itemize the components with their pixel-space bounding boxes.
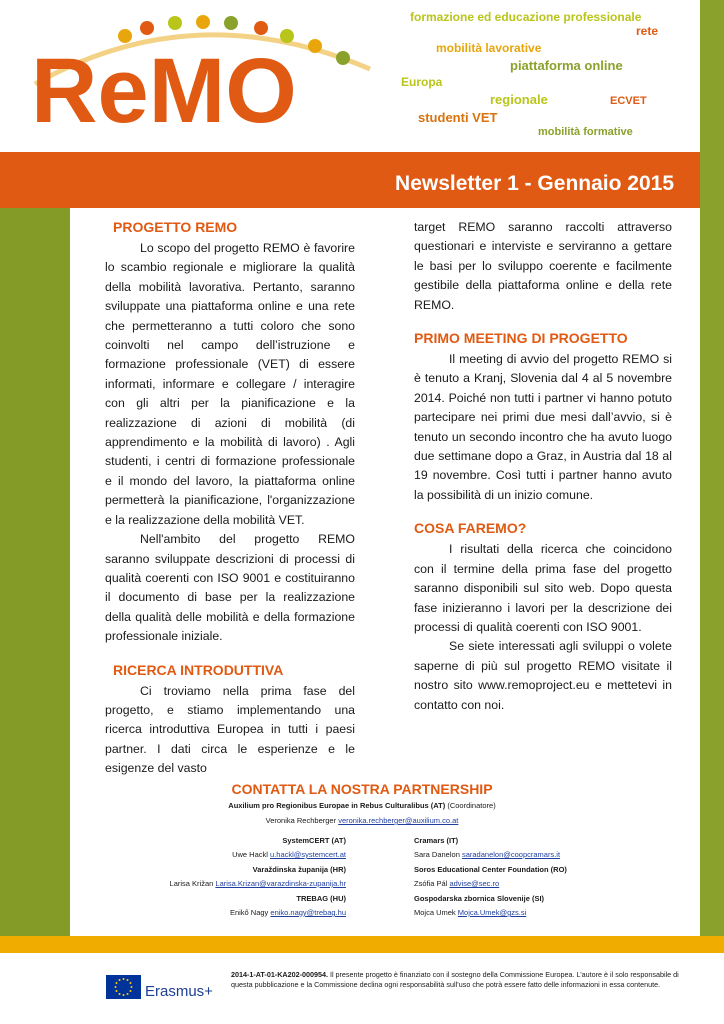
logo-wordmark: ReMO [31, 40, 297, 132]
project-code: 2014-1-AT-01-KA202-000954. [231, 970, 328, 979]
right-column [414, 218, 672, 715]
partner-org: SystemCERT (AT) [282, 836, 346, 845]
partner-contact [230, 908, 346, 917]
email-link[interactable]: Larisa.Krizan@varazdinska-zupanija.hr [215, 879, 346, 888]
remo-logo [25, 14, 375, 132]
keyword: piattaforma online [510, 58, 623, 73]
paragraph: Nell'ambito del progetto REMO saranno sviluppate descrizioni di processi di qualità coerenti con ISO 9001 e costituiranno il documento di base per la realizzazione della qualità delle mobilità e della formazione professionale iniziale. [105, 532, 355, 644]
email-link[interactable]: advise@sec.ro [449, 879, 500, 888]
keyword: formazione ed educazione professionale [410, 10, 642, 24]
partnership-title: CONTATTA LA NOSTRA PARTNERSHIP [231, 781, 493, 797]
paragraph: Lo scopo del progetto REMO è favorire lo scambio regionale e migliorare la qualità della mobilità lavorativa. Pertanto, saranno sviluppate una piattaforma online e una rete che permetteranno a tutti coloro che sono coinvolti nel campo dell’istruzione e formazione professionale (VET) di essere informati, informare e collegare / interagire con gli altri per la pianificazione e la realizzazione di azioni di mobilità (di apprendimento e la mobilità di lavoro) . Agli studenti, i centri di formazione professionale e il mondo del lavoro, la piattaforma online permetterà la pianificazione, l'organizzazione e la realizzazione della mobilità VET. [105, 241, 355, 527]
newsletter-title: Newsletter 1 - Gennaio 2015 [395, 172, 674, 195]
disclaimer [231, 970, 691, 990]
keyword: regionale [490, 92, 548, 107]
title-banner [0, 152, 724, 208]
email-link[interactable]: veronika.rechberger@auxilium.co.at [338, 816, 459, 825]
paragraph: I risultati della ricerca che coincidono con il termine della prima fase del progetto saranno disponibili sul sito web. Dopo questa fase inizieranno i lavori per la descrizione dei processi di qualità coerenti con ISO 9001. [414, 542, 672, 634]
partner-org: TREBAG (HU) [296, 894, 346, 903]
contact-name: Mojca Umek [414, 908, 456, 917]
section-heading-cosa-faremo: COSA FAREMO? [414, 520, 527, 537]
section-heading-progetto: PROGETTO REMO [113, 219, 238, 235]
partner-contact [170, 879, 346, 888]
footer-accent-bar [0, 936, 724, 953]
email-link[interactable]: u.hackl@systemcert.at [270, 850, 346, 859]
partner-contact [414, 879, 499, 888]
paragraph: Il meeting di avvio del progetto REMO si è tenuto a Kranj, Slovenia dal 4 al 5 novembre 2014. Poiché non tutti i partner vi hanno potuto partecipare nei primi due mesi dall’avvio, si è tenuto un secondo incontro che ha avuto luogo due settimane dopo a Graz, in Austria dal 18 al 19 novembre. Così tutti i partner hanno avuto la possibilità di un inizio comune. [414, 352, 672, 502]
coordinator-org [0, 801, 724, 810]
contact-name: Veronika Rechberger [265, 816, 337, 825]
partner-contact [414, 850, 560, 859]
partner-org: Gospodarska zbornica Slovenije (SI) [414, 894, 545, 903]
keyword: mobilità formative [538, 126, 633, 138]
keyword: rete [636, 24, 659, 38]
contact-name: Uwe Hackl [232, 850, 268, 859]
partner-contact [414, 908, 526, 917]
paragraph: Se siete interessati agli sviluppi o volete saperne di più sul progetto REMO visitate il nostro sito www.remoproject.eu e mettetevi in contatto con noi. [414, 639, 672, 712]
email-link[interactable]: Mojca.Umek@gzs.si [457, 908, 527, 917]
keyword: ECVET [610, 95, 647, 107]
paragraph: Ci troviamo nella prima fase del progetto, e stiamo implementando una ricerca introduttiva Europea in tutti i paesi partner. I dati circa le esperienze e le esigenze del vasto [105, 683, 355, 776]
eu-flag-icon [106, 975, 141, 999]
partner-org: Cramars (IT) [414, 836, 459, 845]
contact-name: Sara Danelon [414, 850, 460, 859]
partner-contact [232, 850, 346, 859]
coordinator-contact [0, 816, 724, 825]
contact-name: Enikő Nagy [229, 908, 269, 917]
coordinator-role: (Coordinatore) [447, 801, 496, 810]
keyword: mobilità lavorative [436, 41, 542, 55]
coordinator-org-name: Auxilium pro Regionibus Europae in Rebus Culturalibus (AT) [228, 801, 446, 810]
keyword: studenti VET [418, 110, 498, 125]
email-link[interactable]: saradanelon@coopcramars.it [461, 850, 561, 859]
partner-org: Soros Educational Center Foundation (RO) [414, 865, 567, 874]
keyword: Europa [401, 75, 443, 89]
left-column [105, 218, 355, 779]
partner-org: Varaždinska županija (HR) [252, 865, 346, 874]
disclaimer-text: Il presente progetto è finanziato con il sostegno della Commissione Europea. L’autore è il solo responsabile di questa pubblicazione e la Commissione declina ogni responsabilità sull’uso che potrà essere fatto delle informazioni in essa contenute. [231, 970, 679, 989]
left-accent-bar [0, 208, 70, 936]
email-link[interactable]: eniko.nagy@trebag.hu [270, 908, 346, 917]
contact-name: Larisa Križan [169, 879, 214, 888]
contact-name: Zsófia Pál [414, 879, 448, 888]
section-heading-ricerca: RICERCA INTRODUTTIVA [113, 661, 284, 678]
section-heading-meeting: PRIMO MEETING DI PROGETTO [414, 330, 628, 347]
paragraph: target REMO saranno raccolti attraverso questionari e interviste e serviranno a gettare le basi per lo sviluppo coerente e facilmente gestibile della piattaforma online e della rete REMO. [414, 220, 672, 312]
erasmus-logo: Erasmus+ [145, 983, 213, 1000]
